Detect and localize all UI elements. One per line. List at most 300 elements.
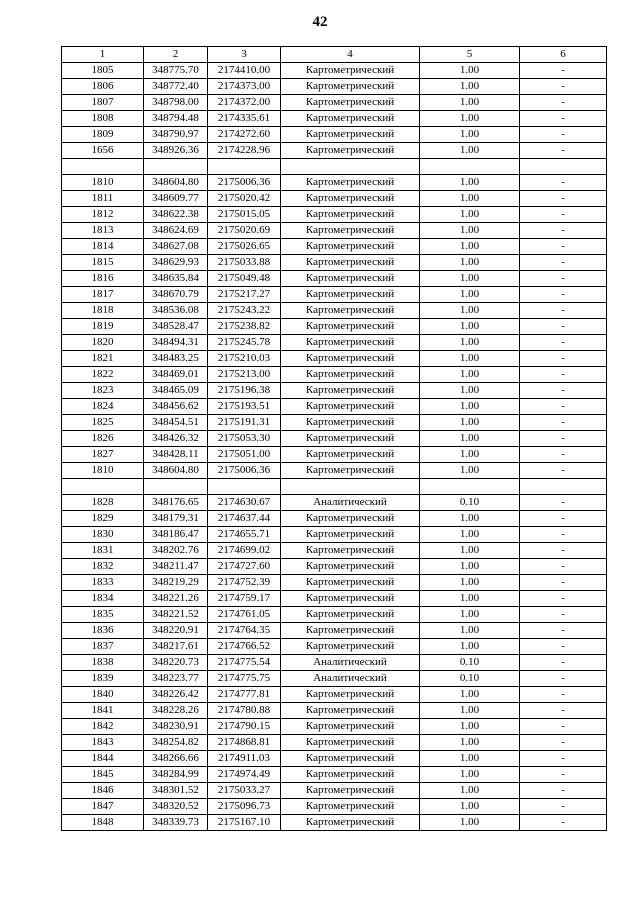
table-cell: 1.00: [420, 351, 520, 367]
table-cell: 1.00: [420, 79, 520, 95]
table-cell: 1.00: [420, 431, 520, 447]
column-header: 2: [144, 47, 208, 63]
table-cell: 2175167.10: [208, 815, 281, 831]
table-cell: -: [520, 703, 607, 719]
table-cell: 2174790.15: [208, 719, 281, 735]
table-row: [62, 655, 607, 671]
table-cell: 1.00: [420, 383, 520, 399]
table-cell: 348528.47: [144, 319, 208, 335]
empty-cell: [281, 479, 420, 495]
table-cell: Картометрический: [281, 511, 420, 527]
table-cell: -: [520, 799, 607, 815]
table-cell: 348266.66: [144, 751, 208, 767]
table-cell: -: [520, 383, 607, 399]
table-cell: 1812: [62, 207, 144, 223]
table-cell: 1820: [62, 335, 144, 351]
table-cell: Картометрический: [281, 399, 420, 415]
table-cell: 1.00: [420, 719, 520, 735]
table-cell: Картометрический: [281, 143, 420, 159]
table-cell: 1.00: [420, 335, 520, 351]
table-cell: -: [520, 559, 607, 575]
table-row: [62, 431, 607, 447]
table-cell: Картометрический: [281, 95, 420, 111]
table-cell: 1843: [62, 735, 144, 751]
table-cell: -: [520, 687, 607, 703]
table-cell: Картометрический: [281, 687, 420, 703]
table-cell: 1.00: [420, 815, 520, 831]
table-cell: 348627.08: [144, 239, 208, 255]
table-cell: 1.00: [420, 207, 520, 223]
table-cell: -: [520, 63, 607, 79]
table-cell: Картометрический: [281, 223, 420, 239]
table-cell: 348221.26: [144, 591, 208, 607]
table-cell: 1816: [62, 271, 144, 287]
table-cell: Картометрический: [281, 591, 420, 607]
table-cell: 1.00: [420, 463, 520, 479]
table-row: [62, 255, 607, 271]
table-cell: 1839: [62, 671, 144, 687]
table-cell: 348220.73: [144, 655, 208, 671]
table-cell: 348223.77: [144, 671, 208, 687]
table-cell: Картометрический: [281, 639, 420, 655]
table-row: [62, 799, 607, 815]
table-cell: -: [520, 639, 607, 655]
table-cell: Картометрический: [281, 335, 420, 351]
column-header: 3: [208, 47, 281, 63]
table-cell: 1.00: [420, 367, 520, 383]
table-cell: 348604.80: [144, 463, 208, 479]
table-cell: Картометрический: [281, 239, 420, 255]
table-cell: -: [520, 735, 607, 751]
table-cell: 1818: [62, 303, 144, 319]
table-cell: 1.00: [420, 751, 520, 767]
table-cell: 348428.11: [144, 447, 208, 463]
table-cell: 2175033.27: [208, 783, 281, 799]
table-cell: Картометрический: [281, 351, 420, 367]
table-cell: 348219.29: [144, 575, 208, 591]
table-cell: 2174868.81: [208, 735, 281, 751]
table-cell: 2175213.00: [208, 367, 281, 383]
table-cell: -: [520, 783, 607, 799]
table-cell: 2175006.36: [208, 463, 281, 479]
table-cell: -: [520, 511, 607, 527]
table-cell: 1656: [62, 143, 144, 159]
table-cell: -: [520, 143, 607, 159]
table-cell: 348483.25: [144, 351, 208, 367]
table-cell: 2174228.96: [208, 143, 281, 159]
table-cell: 1808: [62, 111, 144, 127]
table-cell: 1832: [62, 559, 144, 575]
table-cell: Картометрический: [281, 735, 420, 751]
table-row: [62, 751, 607, 767]
header-row: [62, 47, 607, 63]
table-cell: 348635.84: [144, 271, 208, 287]
table-cell: Аналитический: [281, 495, 420, 511]
table-cell: Картометрический: [281, 127, 420, 143]
table-cell: 1817: [62, 287, 144, 303]
table-cell: 1.00: [420, 399, 520, 415]
table-cell: 2174752.39: [208, 575, 281, 591]
empty-cell: [144, 479, 208, 495]
table-cell: 1.00: [420, 527, 520, 543]
table-cell: 1821: [62, 351, 144, 367]
table-cell: 2174775.75: [208, 671, 281, 687]
table-cell: 1829: [62, 511, 144, 527]
table-cell: Картометрический: [281, 111, 420, 127]
table-cell: Картометрический: [281, 431, 420, 447]
table-cell: Картометрический: [281, 575, 420, 591]
table-cell: -: [520, 175, 607, 191]
table-cell: 0.10: [420, 495, 520, 511]
table-cell: 348494.31: [144, 335, 208, 351]
table-cell: 1813: [62, 223, 144, 239]
table-cell: 348624.69: [144, 223, 208, 239]
table-cell: 1828: [62, 495, 144, 511]
table-cell: 348339.73: [144, 815, 208, 831]
table-cell: 348301.52: [144, 783, 208, 799]
table-row: [62, 463, 607, 479]
table-cell: 1847: [62, 799, 144, 815]
table-cell: 348230.91: [144, 719, 208, 735]
empty-cell: [208, 479, 281, 495]
table-cell: 1825: [62, 415, 144, 431]
table-cell: 1826: [62, 431, 144, 447]
table-cell: 1.00: [420, 575, 520, 591]
table-cell: Картометрический: [281, 447, 420, 463]
table-cell: -: [520, 367, 607, 383]
separator-row: [62, 479, 607, 495]
table-cell: 348254.82: [144, 735, 208, 751]
table-row: [62, 143, 607, 159]
coordinates-table: [61, 46, 607, 831]
table-cell: 1.00: [420, 143, 520, 159]
table-cell: Картометрический: [281, 559, 420, 575]
table-cell: 348622.38: [144, 207, 208, 223]
table-row: [62, 335, 607, 351]
table-cell: 2174630.67: [208, 495, 281, 511]
empty-cell: [281, 159, 420, 175]
table-cell: 348670.79: [144, 287, 208, 303]
table-row: [62, 383, 607, 399]
table-cell: 1842: [62, 719, 144, 735]
table-cell: Картометрический: [281, 207, 420, 223]
table-cell: -: [520, 431, 607, 447]
table-cell: Картометрический: [281, 719, 420, 735]
table-cell: 1810: [62, 463, 144, 479]
table-row: [62, 63, 607, 79]
table-cell: Картометрический: [281, 751, 420, 767]
table-cell: 1.00: [420, 799, 520, 815]
table-cell: 348536.08: [144, 303, 208, 319]
table-cell: -: [520, 767, 607, 783]
table-cell: -: [520, 415, 607, 431]
table-cell: 1.00: [420, 287, 520, 303]
table-cell: 1811: [62, 191, 144, 207]
table-cell: Картометрический: [281, 255, 420, 271]
table-cell: 2175193.51: [208, 399, 281, 415]
table-cell: 1.00: [420, 623, 520, 639]
table-cell: 2175020.42: [208, 191, 281, 207]
table-row: [62, 95, 607, 111]
table-cell: 1.00: [420, 767, 520, 783]
table-cell: 2174777.81: [208, 687, 281, 703]
table-cell: Картометрический: [281, 191, 420, 207]
table-cell: 1.00: [420, 703, 520, 719]
table-cell: -: [520, 575, 607, 591]
table-cell: 1807: [62, 95, 144, 111]
table-cell: Картометрический: [281, 303, 420, 319]
table-cell: Картометрический: [281, 175, 420, 191]
table-cell: Аналитический: [281, 671, 420, 687]
table-row: [62, 719, 607, 735]
table-cell: -: [520, 351, 607, 367]
table-cell: 348179.31: [144, 511, 208, 527]
table-cell: 348604.80: [144, 175, 208, 191]
empty-cell: [420, 479, 520, 495]
table-cell: Картометрический: [281, 607, 420, 623]
table-cell: -: [520, 79, 607, 95]
table-cell: 1814: [62, 239, 144, 255]
table-cell: -: [520, 495, 607, 511]
table-cell: 2175210.03: [208, 351, 281, 367]
table-row: [62, 511, 607, 527]
table-cell: 2175049.48: [208, 271, 281, 287]
table-cell: 1837: [62, 639, 144, 655]
table-cell: 348228.26: [144, 703, 208, 719]
table-cell: Картометрический: [281, 463, 420, 479]
table-cell: Картометрический: [281, 367, 420, 383]
table-cell: 348186.47: [144, 527, 208, 543]
table-cell: 348226.42: [144, 687, 208, 703]
table-cell: 2175238.82: [208, 319, 281, 335]
table-cell: 1.00: [420, 511, 520, 527]
table-cell: 1.00: [420, 255, 520, 271]
table-row: [62, 735, 607, 751]
table-cell: -: [520, 751, 607, 767]
table-cell: 348469.01: [144, 367, 208, 383]
table-row: [62, 271, 607, 287]
table-row: [62, 623, 607, 639]
table-cell: 1841: [62, 703, 144, 719]
column-header: 6: [520, 47, 607, 63]
table-cell: -: [520, 527, 607, 543]
table-cell: -: [520, 111, 607, 127]
table-header: [62, 47, 607, 63]
empty-cell: [62, 479, 144, 495]
table-cell: 1834: [62, 591, 144, 607]
table-row: [62, 415, 607, 431]
table-cell: 1815: [62, 255, 144, 271]
table-cell: 2174637.44: [208, 511, 281, 527]
table-cell: 2175245.78: [208, 335, 281, 351]
table-cell: 1809: [62, 127, 144, 143]
table-cell: -: [520, 447, 607, 463]
table-row: [62, 559, 607, 575]
table-cell: -: [520, 623, 607, 639]
table-row: [62, 207, 607, 223]
table-cell: Картометрический: [281, 767, 420, 783]
table-cell: 2174766.52: [208, 639, 281, 655]
table-cell: 348465.09: [144, 383, 208, 399]
table-cell: -: [520, 95, 607, 111]
table-row: [62, 815, 607, 831]
table-cell: 1.00: [420, 735, 520, 751]
table-cell: 348772.40: [144, 79, 208, 95]
table-row: [62, 703, 607, 719]
table-row: [62, 607, 607, 623]
separator-row: [62, 159, 607, 175]
table-cell: -: [520, 303, 607, 319]
table-cell: 1835: [62, 607, 144, 623]
table-cell: 1.00: [420, 111, 520, 127]
table-cell: 1.00: [420, 127, 520, 143]
table-cell: 1.00: [420, 607, 520, 623]
table-cell: 1806: [62, 79, 144, 95]
table-cell: -: [520, 191, 607, 207]
table-cell: 1.00: [420, 639, 520, 655]
empty-cell: [208, 159, 281, 175]
table-cell: 348426.32: [144, 431, 208, 447]
table-row: [62, 287, 607, 303]
table-cell: 2174780.88: [208, 703, 281, 719]
table-row: [62, 575, 607, 591]
table-row: [62, 319, 607, 335]
column-header: 1: [62, 47, 144, 63]
table-cell: 1823: [62, 383, 144, 399]
table-cell: 2175020.69: [208, 223, 281, 239]
table-cell: -: [520, 271, 607, 287]
table-cell: Картометрический: [281, 543, 420, 559]
table-cell: 348798.00: [144, 95, 208, 111]
empty-cell: [144, 159, 208, 175]
table-cell: 2175053.30: [208, 431, 281, 447]
table-cell: -: [520, 719, 607, 735]
table-row: [62, 671, 607, 687]
table-cell: 2175026.65: [208, 239, 281, 255]
table-cell: 1.00: [420, 447, 520, 463]
table-cell: 2174373.00: [208, 79, 281, 95]
table-cell: 1.00: [420, 271, 520, 287]
table-cell: 1.00: [420, 239, 520, 255]
table-cell: -: [520, 671, 607, 687]
table-cell: 2174372.00: [208, 95, 281, 111]
table-row: [62, 223, 607, 239]
table-cell: 1830: [62, 527, 144, 543]
table-cell: 2175196.38: [208, 383, 281, 399]
table-cell: 1.00: [420, 175, 520, 191]
table-cell: 2174775.54: [208, 655, 281, 671]
table-cell: 1827: [62, 447, 144, 463]
table-cell: 1845: [62, 767, 144, 783]
table-cell: 2175051.00: [208, 447, 281, 463]
table-cell: Картометрический: [281, 703, 420, 719]
table-row: [62, 495, 607, 511]
table-cell: -: [520, 319, 607, 335]
table-cell: 1844: [62, 751, 144, 767]
table-cell: 1.00: [420, 319, 520, 335]
table-row: [62, 767, 607, 783]
table-cell: 0.10: [420, 655, 520, 671]
table-cell: 2175243.22: [208, 303, 281, 319]
table-cell: Картометрический: [281, 799, 420, 815]
page-number: 42: [312, 14, 328, 30]
table-row: [62, 191, 607, 207]
table-cell: Картометрический: [281, 815, 420, 831]
table-cell: 2174974.49: [208, 767, 281, 783]
table-cell: 1836: [62, 623, 144, 639]
table-cell: 348456.62: [144, 399, 208, 415]
table-row: [62, 79, 607, 95]
table-cell: Аналитический: [281, 655, 420, 671]
table-cell: 1838: [62, 655, 144, 671]
table-cell: 348609.77: [144, 191, 208, 207]
table-cell: 1848: [62, 815, 144, 831]
table-cell: Картометрический: [281, 287, 420, 303]
table-cell: 348629.93: [144, 255, 208, 271]
table-cell: 1.00: [420, 687, 520, 703]
table-cell: -: [520, 239, 607, 255]
table-cell: 2175217.27: [208, 287, 281, 303]
table-row: [62, 639, 607, 655]
table-cell: Картометрический: [281, 63, 420, 79]
table-cell: 2174655.71: [208, 527, 281, 543]
table-cell: 2174911.03: [208, 751, 281, 767]
table-cell: 0.10: [420, 671, 520, 687]
table-row: [62, 783, 607, 799]
column-header: 5: [420, 47, 520, 63]
table-cell: -: [520, 255, 607, 271]
table-cell: 2175191.31: [208, 415, 281, 431]
table-cell: 1.00: [420, 559, 520, 575]
table-cell: 348220.91: [144, 623, 208, 639]
table-row: [62, 447, 607, 463]
table-cell: Картометрический: [281, 415, 420, 431]
table-cell: 1810: [62, 175, 144, 191]
table-cell: -: [520, 463, 607, 479]
table-row: [62, 351, 607, 367]
table-cell: 2174727.60: [208, 559, 281, 575]
table-cell: 1822: [62, 367, 144, 383]
table-cell: 348320.52: [144, 799, 208, 815]
table-cell: -: [520, 127, 607, 143]
table-cell: Картометрический: [281, 783, 420, 799]
table-cell: 1819: [62, 319, 144, 335]
table-row: [62, 239, 607, 255]
table-cell: 1.00: [420, 191, 520, 207]
table-cell: -: [520, 655, 607, 671]
table-cell: 348775.70: [144, 63, 208, 79]
table-cell: Картометрический: [281, 79, 420, 95]
table-cell: 1846: [62, 783, 144, 799]
table-row: [62, 111, 607, 127]
table-cell: 348176.65: [144, 495, 208, 511]
table-row: [62, 591, 607, 607]
table-body: [62, 63, 607, 831]
table-cell: 348217.61: [144, 639, 208, 655]
table-row: [62, 127, 607, 143]
table-cell: 2175096.73: [208, 799, 281, 815]
table-cell: 1.00: [420, 95, 520, 111]
table-cell: 1.00: [420, 223, 520, 239]
table-cell: Картометрический: [281, 271, 420, 287]
table-cell: 1.00: [420, 415, 520, 431]
table-cell: 348926.36: [144, 143, 208, 159]
table-cell: -: [520, 591, 607, 607]
table-cell: 2175033.88: [208, 255, 281, 271]
table-cell: 348211.47: [144, 559, 208, 575]
table-cell: 2174699.02: [208, 543, 281, 559]
table-cell: 2174410.00: [208, 63, 281, 79]
